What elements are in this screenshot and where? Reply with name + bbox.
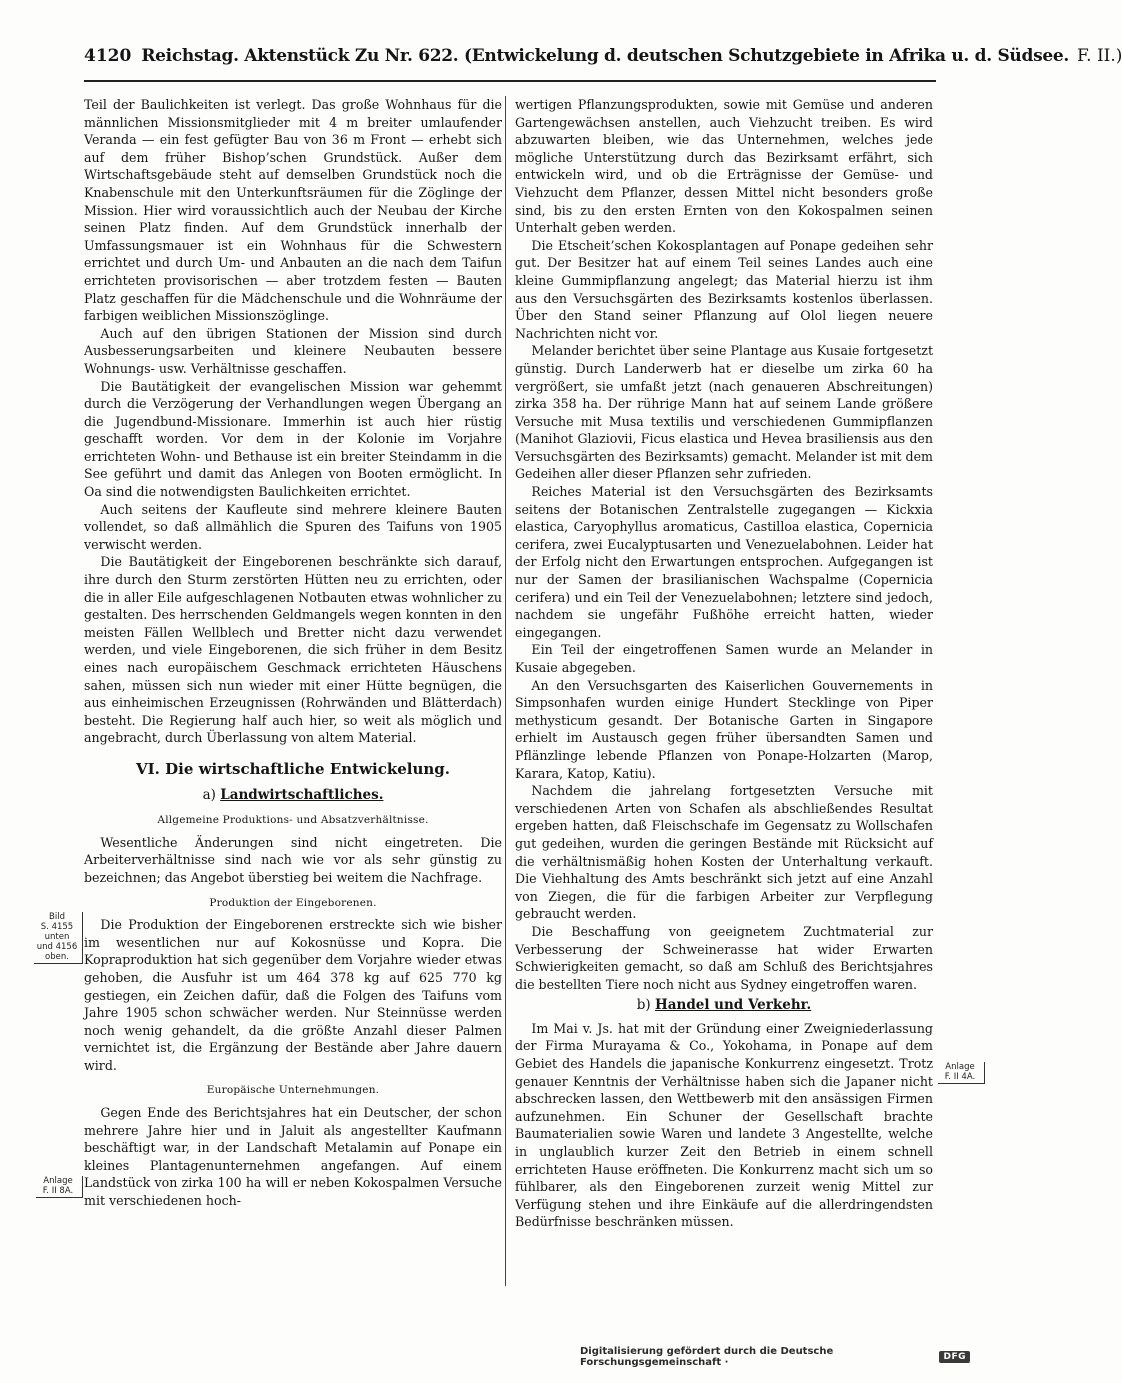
paragraph: wertigen Pflanzungsprodukten, sowie mit Gemüse und anderen Gartengewächsen anstellen, auch Viehzucht treiben. Es wird abzuwarten bleiben, wie das Unternehmen, welches jede mögliche Unterstützung durch das Bezirksamt erfährt, sich entwickeln wird, und ob die Erträgnisse der Gemüse- und Viehzucht dem Pflanzer, dessen Mittel nicht besonders große sind, bis zu den ersten Ernten von den Kokospalmen seinen Unterhalt geben werden. [515,97,933,236]
header-rule [84,80,936,82]
column-divider [505,96,506,1286]
margin-reference-anlage-left [36,1176,83,1198]
section-heading: VI. Die wirtschaftliche Entwickelung. [136,759,450,778]
footer-text: Digitalisierung gefördert durch die Deutsche Forschungsgemeinschaft · [580,1346,834,1368]
subsection-prefix: b) [636,997,651,1014]
margin-reference-bild [34,912,83,964]
right-column [515,96,933,1231]
paragraph: Die Bautätigkeit der Eingeborenen beschränkte sich darauf, ihre durch den Sturm zerstörten Hütten neu zu errichten, oder die in aller Eile aufgeschlagenen Notbauten etwas wohnlicher zu gestalten. Des herrschenden Geldmangels wegen konnten in den meisten Fällen Wellblech und Bretter nicht dazu verwendet werden, und viele Eingeborenen, die sich früher in dem Besitz eines nach europäischem Geschmack errichteten Häuschens sahen, müssen sich nun wieder mit einer Hütte begnügen, die aus einheimischen Erzeugnissen (Rohrwänden und Blätterdach) besteht. Die Regierung half auch hier, so weit als möglich und angebracht, durch Überlassung von altem Material. [84,554,502,746]
paragraph: Ein Teil der eingetroffenen Samen wurde an Melander in Kusaie abgegeben. [515,642,933,675]
minor-heading: Allgemeine Produktions- und Absatzverhältnisse. [157,814,429,827]
paragraph: Melander berichtet über seine Plantage aus Kusaie fortgesetzt günstig. Durch Landerwerb hat er dieselbe um zirka 60 ha vergrößert, sie umfaßt jetzt (nach genaueren Abschreitungen) zirka 358 ha. Der rührige Mann hat auf seinem Lande größere Versuche mit Musa textilis und verschiedenen Gummipflanzen (Manihot Glaziovii, Ficus elastica und Hevea brasiliensis aus den Versuchsgärten des Bezirksamts) gemacht. Melander ist mit dem Gedeihen aller dieser Pflanzen sehr zufrieden. [515,343,933,482]
subsection-prefix: a) [202,786,216,803]
paragraph: Die Produktion der Eingeborenen erstreckte sich wie bisher im wesentlichen nur auf Kokosnüsse und Kopra. Die Kopraproduktion hat sich gegenüber dem Vorjahre wieder etwas gehoben, die Ausfuhr ist um 464 378 kg auf 625 770 kg gestiegen, ein Zeichen dafür, daß die Folgen des Taifuns vom Jahre 1905 schon schwächer werden. Nur Steinnüsse werden noch wenig gehandelt, da die größte Anzahl dieser Palmen vernichtet ist, die Ergänzung der Bestände aber Jahre dauern wird. [84,917,502,1073]
left-column [84,96,502,1210]
subsection-heading-a [84,787,502,805]
header-title: Reichstag. Aktenstück Zu Nr. 622. (Entwickelung d. deutschen Schutzgebiete in Afrika u. d. Südsee. [141,46,1070,66]
digitization-footer [580,1348,970,1366]
margin-ref-line: S. 4155 [40,922,74,932]
paragraph: Wesentliche Änderungen sind nicht eingetreten. Die Arbeiterverhältnisse sind nach wie vor als sehr günstig zu bezeichnen; das Angebot überstieg bei weitem die Nachfrage. [84,834,502,885]
dfg-logo: DFG [939,1351,970,1363]
subsection-heading-b [515,997,933,1015]
margin-ref-line: F. II 8A. [42,1186,74,1196]
paragraph: Im Mai v. Js. hat mit der Gründung einer Zweigniederlassung der Firma Murayama & Co., Yokohama, in Ponape auf dem Gebiet des Handels die japanische Konkurrenz eingesetzt. Trotz genauer Kenntnis der Verhältnisse haben sich die Japaner nicht abschrecken lassen, den Wettbewerb mit den ansässigen Firmen aufzunehmen. Ein Schuner der Gesellschaft brachte Baumaterialien sowie Waren und landete 3 Angestellte, welche in unglaublich kurzer Zeit den Betrieb in einem schnell errichteten Hause eröffneten. Die Konkurrenz macht sich um so fühlbarer, als den Eingeborenen zurzeit wenig Mittel zur Verfügung stehen und ihre Einkäufe auf die allerdringendsten Bedürfnisse beschränken müssen. [515,1020,933,1230]
paragraph: Auch auf den übrigen Stationen der Mission sind durch Ausbesserungsarbeiten und kleinere Neubauten bessere Wohnungs- usw. Verhältnisse geschaffen. [84,325,502,376]
subsection-title: Handel und Verkehr. [655,997,812,1014]
page-header [84,46,1122,76]
paragraph: Die Bautätigkeit der evangelischen Mission war gehemmt durch die Verzögerung der Verhandlungen wegen Übergang an die Jugendbund-Missionare. Immerhin ist auch hier rüstig geschafft worden. Vor dem in der Kolonie im Vorjahre errichteten Wohn- und Bethause ist ein breiter Steindamm in die See geführt und damit das Anlegen von Booten ermöglicht. In Oa sind die notwendigsten Baulichkeiten errichtet. [84,378,502,500]
paragraph: Teil der Baulichkeiten ist verlegt. Das große Wohnhaus für die männlichen Missionsmitglieder mit 4 m breiter umlaufender Veranda — ein fest gefügter Bau von 36 m Front — erhebt sich auf dem früher Bishop’schen Grundstück. Außer dem Wirtschaftsgebäude steht auf demselben Grundstück noch die Knabenschule mit den Unterkunftsräumen für die Zöglinge der Mission. Hier wird voraussichtlich auch der Neubau der Kirche seinen Platz finden. Auf dem Grundstück innerhalb der Umfassungsmauer ist ein Wohnhaus für die Schwestern errichtet und durch Um- und Anbauten an die nach dem Taifun errichteten provisorischen — aber trotzdem festen — Bauten Platz geschaffen für die Mädchenschule und die Wohnräume der farbigen weiblichen Missionszöglinge. [84,97,502,324]
margin-ref-line: oben. [45,952,69,962]
margin-ref-line: Anlage [43,1176,73,1186]
header-part: F. II.) [1077,46,1122,66]
margin-ref-line: Anlage [945,1062,975,1072]
paragraph: Gegen Ende des Berichtsjahres hat ein Deutscher, der schon mehrere Jahre hier und in Jaluit als angestellter Kaufmann beschäftigt war, in der Landschaft Metalamin auf Ponape ein kleines Plantagenunternehmen angefangen. Auf einem Landstück von zirka 100 ha will er neben Kokospalmen Versuche mit verschiedenen hoch- [84,1105,502,1209]
margin-ref-line: unten [44,932,70,942]
paragraph: An den Versuchsgarten des Kaiserlichen Gouvernements in Simpsonhafen wurden einige Hundert Stecklinge von Piper methysticum gesandt. Der Botanische Garten in Singapore erhielt im Austausch gegen früher übersandten Samen und Pflänzlinge lebende Pflanzen von Ponape-Holzarten (Marop, Karara, Katop, Katiu). [515,677,933,781]
paragraph: Auch seitens der Kaufleute sind mehrere kleinere Bauten vollendet, so daß allmählich die Spuren des Taifuns von 1905 verwischt werden. [84,501,502,552]
paragraph: Die Beschaffung von geeignetem Zuchtmaterial zur Verbesserung der Schweinerasse hat wider Erwarten Schwierigkeiten gemacht, so daß am Schluß des Berichtsjahres die bestellten Tiere noch nicht aus Sydney eingetroffen waren. [515,923,933,992]
margin-reference-anlage-right [938,1062,985,1084]
margin-ref-line: und 4156 [36,942,78,952]
margin-ref-line: Bild [49,912,65,922]
page-number: 4120 [84,46,132,66]
paragraph: Nachdem die jahrelang fortgesetzten Versuche mit verschiedenen Arten von Schafen als abschließendes Resultat ergeben hatten, daß Fleischschafe im Gegensatz zu Wollschafen gut gedeihen, wurden die geringen Bestände mit Rücksicht auf die verhältnismäßig hohen Kosten der Unterhaltung verkauft. Die Viehhaltung des Amts beschränkt sich jetzt auf eine Anzahl von Ziegen, die für die farbigen Arbeiter zur Verpflegung gebraucht werden. [515,783,933,922]
minor-heading: Europäische Unternehmungen. [206,1084,380,1097]
paragraph: Reiches Material ist den Versuchsgärten des Bezirksamts seitens der Botanischen Zentralstelle zugegangen — Kickxia elastica, Caryophyllus aromaticus, Castilloa elastica, Copernicia cerifera, zwei Eucalyptusarten und Venezuelabohnen. Leider hat der Erfolg nicht den Erwartungen entsprochen. Aufgegangen ist nur der Samen der brasilianischen Wachspalme (Copernicia cerifera) und ein Teil der Venezuelabohnen; letztere sind jedoch, nachdem sie ungefähr Fußhöhe erreicht hatten, wieder eingegangen. [515,484,933,640]
minor-heading: Produktion der Eingeborenen. [209,896,377,909]
paragraph: Die Etscheit’schen Kokosplantagen auf Ponape gedeihen sehr gut. Der Besitzer hat auf einem Teil seines Landes auch eine kleine Gummipflanzung angelegt; das Material hierzu ist ihm aus den Versuchsgärten des Bezirksamts kostenlos überlassen. Über den Stand seiner Pflanzung auf Olol liegen neuere Nachrichten nicht vor. [515,237,933,341]
margin-ref-line: F. II 4A. [944,1072,976,1082]
subsection-title: Landwirtschaftliches. [220,786,384,803]
